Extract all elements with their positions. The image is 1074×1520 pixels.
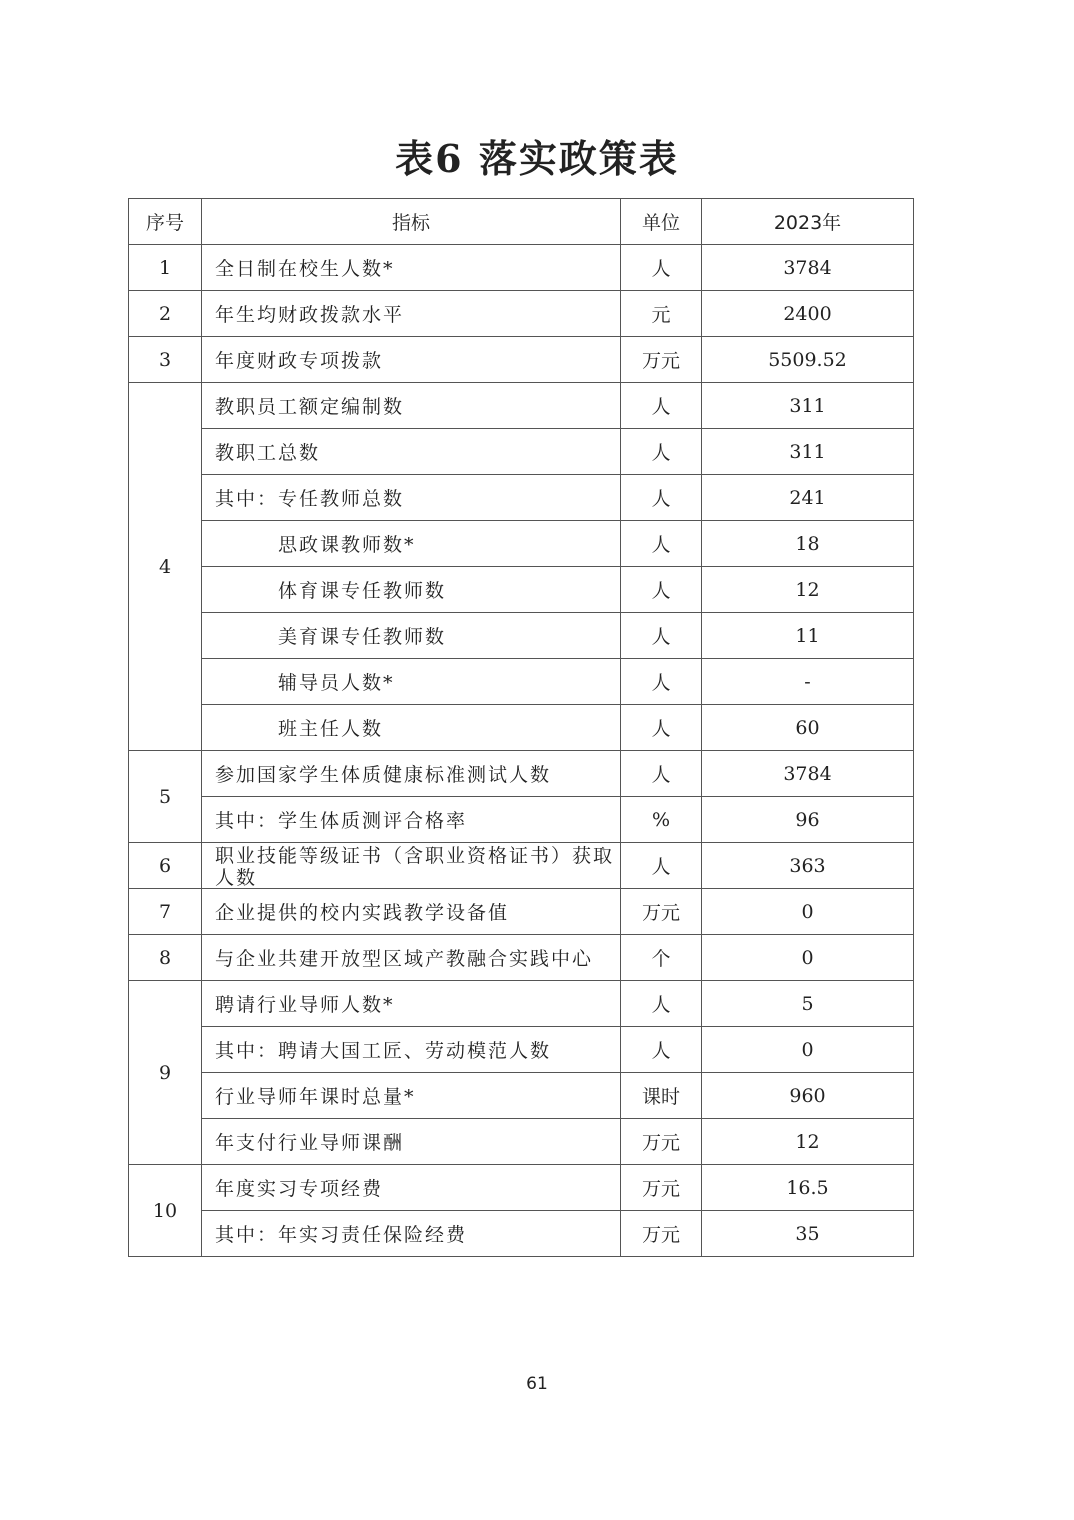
row-value: 2400 <box>702 291 914 337</box>
row-no: 7 <box>129 889 202 935</box>
row-indicator: 体育课专任教师数 <box>202 567 621 613</box>
row-unit: % <box>621 797 702 843</box>
row-no: 10 <box>129 1165 202 1257</box>
row-indicator: 其中：学生体质测评合格率 <box>202 797 621 843</box>
row-indicator: 思政课教师数* <box>202 521 621 567</box>
row-indicator: 其中：专任教师总数 <box>202 475 621 521</box>
table-row <box>129 291 914 337</box>
row-indicator: 参加国家学生体质健康标准测试人数 <box>202 751 621 797</box>
row-value: 60 <box>702 705 914 751</box>
row-indicator: 班主任人数 <box>202 705 621 751</box>
row-value: - <box>702 659 914 705</box>
table-row <box>129 705 914 751</box>
row-unit: 人 <box>621 521 702 567</box>
row-unit: 万元 <box>621 1119 702 1165</box>
row-indicator: 辅导员人数* <box>202 659 621 705</box>
row-value: 3784 <box>702 751 914 797</box>
row-value: 0 <box>702 1027 914 1073</box>
row-value: 0 <box>702 889 914 935</box>
row-unit: 元 <box>621 291 702 337</box>
row-unit: 万元 <box>621 1165 702 1211</box>
row-value: 12 <box>702 1119 914 1165</box>
table-row <box>129 567 914 613</box>
row-value: 35 <box>702 1211 914 1257</box>
row-indicator: 与企业共建开放型区域产教融合实践中心 <box>202 935 621 981</box>
row-no: 6 <box>129 843 202 889</box>
table-row <box>129 981 914 1027</box>
row-value: 3784 <box>702 245 914 291</box>
row-no: 8 <box>129 935 202 981</box>
table-row <box>129 843 914 889</box>
row-unit: 人 <box>621 1027 702 1073</box>
row-value: 12 <box>702 567 914 613</box>
row-no: 4 <box>129 383 202 751</box>
row-unit: 万元 <box>621 337 702 383</box>
header-no: 序号 <box>129 199 202 245</box>
row-unit: 人 <box>621 751 702 797</box>
row-indicator: 其中：聘请大国工匠、劳动模范人数 <box>202 1027 621 1073</box>
row-unit: 个 <box>621 935 702 981</box>
row-value: 18 <box>702 521 914 567</box>
row-indicator: 职业技能等级证书（含职业资格证书）获取人数 <box>215 845 615 888</box>
table-row <box>129 797 914 843</box>
row-indicator: 教职员工额定编制数 <box>202 383 621 429</box>
table-row <box>129 659 914 705</box>
page-number: 61 <box>526 1374 548 1394</box>
policy-table <box>128 198 914 1257</box>
row-unit: 人 <box>621 475 702 521</box>
header-year: 2023年 <box>702 199 914 245</box>
table-row <box>129 521 914 567</box>
row-no: 3 <box>129 337 202 383</box>
row-indicator: 年支付行业导师课酬 <box>202 1119 621 1165</box>
row-value: 5 <box>702 981 914 1027</box>
row-indicator: 年度实习专项经费 <box>202 1165 621 1211</box>
row-indicator: 年度财政专项拨款 <box>202 337 621 383</box>
row-indicator: 年生均财政拨款水平 <box>202 291 621 337</box>
row-value: 96 <box>702 797 914 843</box>
row-value: 5509.52 <box>702 337 914 383</box>
row-unit: 人 <box>621 613 702 659</box>
table-header-row <box>129 199 914 245</box>
row-indicator: 美育课专任教师数 <box>202 613 621 659</box>
row-value: 311 <box>702 383 914 429</box>
table-row <box>129 1119 914 1165</box>
row-value: 16.5 <box>702 1165 914 1211</box>
row-indicator: 行业导师年课时总量* <box>202 1073 621 1119</box>
header-unit: 单位 <box>621 199 702 245</box>
row-indicator: 聘请行业导师人数* <box>202 981 621 1027</box>
row-indicator-cell <box>202 843 621 889</box>
table-row <box>129 1165 914 1211</box>
row-no: 1 <box>129 245 202 291</box>
row-value: 11 <box>702 613 914 659</box>
table-row <box>129 889 914 935</box>
table-row <box>129 935 914 981</box>
row-value: 363 <box>702 843 914 889</box>
table-row <box>129 613 914 659</box>
row-value: 960 <box>702 1073 914 1119</box>
row-no: 2 <box>129 291 202 337</box>
row-unit: 人 <box>621 659 702 705</box>
row-indicator: 其中：年实习责任保险经费 <box>202 1211 621 1257</box>
row-no: 9 <box>129 981 202 1165</box>
row-no: 5 <box>129 751 202 843</box>
table-row <box>129 245 914 291</box>
row-value: 0 <box>702 935 914 981</box>
row-unit: 人 <box>621 705 702 751</box>
page-title: 表6 落实政策表 <box>395 136 679 181</box>
row-unit: 课时 <box>621 1073 702 1119</box>
row-unit: 万元 <box>621 1211 702 1257</box>
table-row <box>129 337 914 383</box>
table-row <box>129 751 914 797</box>
row-unit: 人 <box>621 981 702 1027</box>
row-unit: 人 <box>621 245 702 291</box>
row-unit: 人 <box>621 429 702 475</box>
row-indicator: 教职工总数 <box>202 429 621 475</box>
row-value: 311 <box>702 429 914 475</box>
row-unit: 万元 <box>621 889 702 935</box>
table-row <box>129 429 914 475</box>
row-unit: 人 <box>621 843 702 889</box>
row-indicator: 企业提供的校内实践教学设备值 <box>202 889 621 935</box>
table-row <box>129 475 914 521</box>
row-unit: 人 <box>621 383 702 429</box>
table-row <box>129 1073 914 1119</box>
row-unit: 人 <box>621 567 702 613</box>
table-row <box>129 383 914 429</box>
row-indicator: 全日制在校生人数* <box>202 245 621 291</box>
table-row <box>129 1027 914 1073</box>
row-value: 241 <box>702 475 914 521</box>
header-indicator: 指标 <box>202 199 621 245</box>
table-row <box>129 1211 914 1257</box>
